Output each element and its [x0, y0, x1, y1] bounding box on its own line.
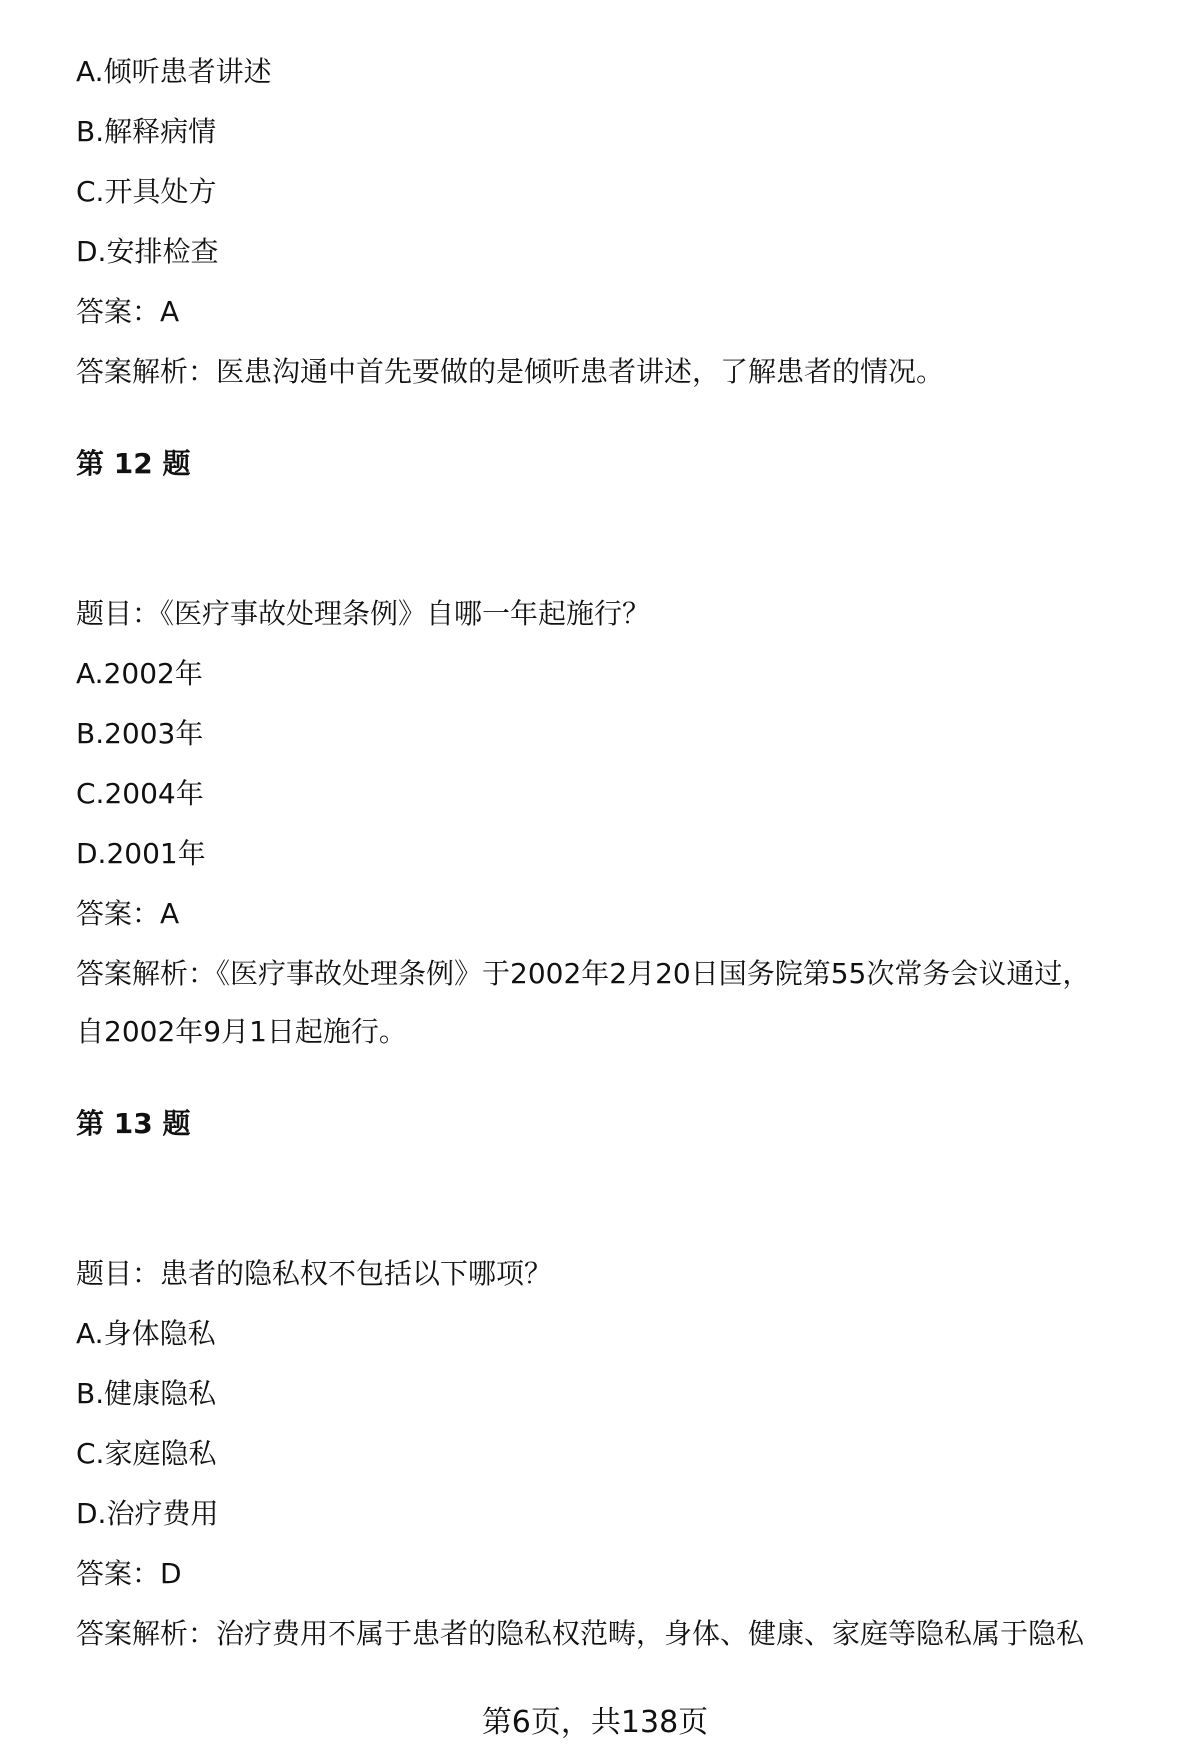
answer-analysis: 答案解析：治疗费用不属于患者的隐私权范畴，身体、健康、家庭等隐私属于隐私 — [76, 1617, 1085, 1650]
option-b: B.健康隐私 — [76, 1377, 217, 1410]
question-heading: 第 12 题 — [76, 447, 191, 480]
answer-analysis-continued: 自2002年9月1日起施行。 — [76, 1015, 407, 1048]
option-a: A.身体隐私 — [76, 1317, 216, 1350]
answer-analysis: 答案解析：《医疗事故处理条例》于2002年2月20日国务院第55次常务会议通过， — [76, 957, 1091, 990]
option-d: D.安排检查 — [76, 235, 219, 268]
question-stem: 题目：患者的隐私权不包括以下哪项？ — [76, 1257, 553, 1290]
answer: 答案：D — [76, 1557, 182, 1590]
option-b: B.2003年 — [76, 717, 204, 750]
answer: 答案：A — [76, 897, 180, 930]
option-b: B.解释病情 — [76, 115, 217, 148]
question-heading: 第 13 题 — [76, 1107, 191, 1140]
question-stem: 题目：《医疗事故处理条例》自哪一年起施行？ — [76, 597, 651, 630]
option-a: A.倾听患者讲述 — [76, 55, 272, 88]
option-d: D.2001年 — [76, 837, 206, 870]
option-d: D.治疗费用 — [76, 1497, 219, 1530]
option-c: C.家庭隐私 — [76, 1437, 217, 1470]
answer: 答案：A — [76, 295, 180, 328]
option-c: C.2004年 — [76, 777, 204, 810]
option-a: A.2002年 — [76, 657, 203, 690]
option-c: C.开具处方 — [76, 175, 217, 208]
answer-analysis: 答案解析：医患沟通中首先要做的是倾听患者讲述，了解患者的情况。 — [76, 355, 945, 388]
page-indicator: 第6页，共138页 — [481, 1705, 709, 1740]
